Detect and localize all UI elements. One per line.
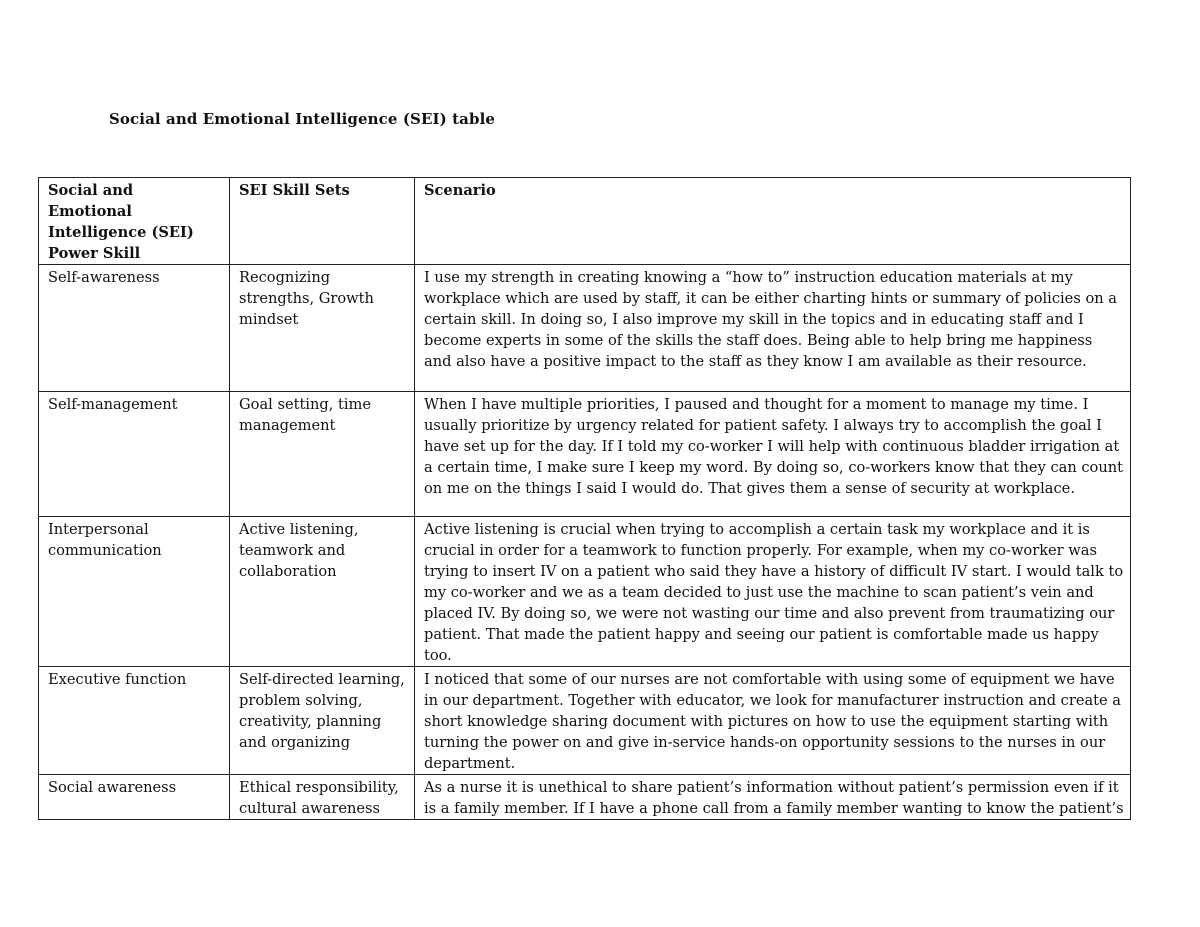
- cell-scenario: Active listening is crucial when trying to accomplish a certain task my workplace and it is crucial in order for a teamwork to function properly. For example, when my co-worker was trying to insert IV on a patient who said they have a history of difficult IV start. I would talk to my co-worker and we as a team decided to just use the machine to scan patient’s vein and placed IV. By doing so, we were not wasting our time and also prevent from traumatizing our patient. That made the patient happy and seeing our patient is comfortable made us happy too.: [415, 517, 1131, 667]
- cell-skill-sets: Goal setting, time management: [230, 392, 415, 517]
- table-row: [39, 775, 1131, 820]
- cell-skill-sets: Self-directed learning, problem solving, creativity, planning and organizing: [230, 667, 415, 775]
- table-row: [39, 265, 1131, 392]
- cell-power-skill: Social awareness: [39, 775, 230, 820]
- cell-skill-sets: Ethical responsibility, cultural awareness: [230, 775, 415, 820]
- cell-scenario: I noticed that some of our nurses are not comfortable with using some of equipment we have in our department. Together with educator, we look for manufacturer instruction and create a short knowledge sharing document with pictures on how to use the equipment starting with turning the power on and give in-service hands-on opportunity sessions to the nurses in our department.: [415, 667, 1131, 775]
- cell-scenario: When I have multiple priorities, I paused and thought for a moment to manage my time. I usually prioritize by urgency related for patient safety. I always try to accomplish the goal I have set up for the day. If I told my co-worker I will help with continuous bladder irrigation at a certain time, I make sure I keep my word. By doing so, co-workers know that they can count on me on the things I said I would do. That gives them a sense of security at workplace.: [415, 392, 1131, 517]
- sei-table: [38, 177, 1131, 820]
- table-row: [39, 517, 1131, 667]
- cell-scenario: I use my strength in creating knowing a “how to” instruction education materials at my workplace which are used by staff, it can be either charting hints or summary of policies on a certain skill. In doing so, I also improve my skill in the topics and in educating staff and I become experts in some of the skills the staff does. Being able to help bring me happiness and also have a positive impact to the staff as they know I am available as their resource.: [415, 265, 1131, 392]
- cell-skill-sets: Recognizing strengths, Growth mindset: [230, 265, 415, 392]
- cell-scenario: As a nurse it is unethical to share patient’s information without patient’s permission even if it is a family member. If I have a phone call from a family member wanting to know the patient’s: [415, 775, 1131, 820]
- cell-skill-sets: Active listening, teamwork and collaboration: [230, 517, 415, 667]
- cell-power-skill: Self-awareness: [39, 265, 230, 392]
- header-scenario: Scenario: [415, 178, 1131, 265]
- table-row: [39, 667, 1131, 775]
- cell-power-skill: Interpersonal communication: [39, 517, 230, 667]
- table-row: [39, 392, 1131, 517]
- header-power-skill: Social and Emotional Intelligence (SEI) Power Skill: [39, 178, 230, 265]
- page-title: Social and Emotional Intelligence (SEI) table: [109, 110, 496, 128]
- cell-power-skill: Self-management: [39, 392, 230, 517]
- table-header-row: [39, 178, 1131, 265]
- cell-power-skill: Executive function: [39, 667, 230, 775]
- header-skill-sets: SEI Skill Sets: [230, 178, 415, 265]
